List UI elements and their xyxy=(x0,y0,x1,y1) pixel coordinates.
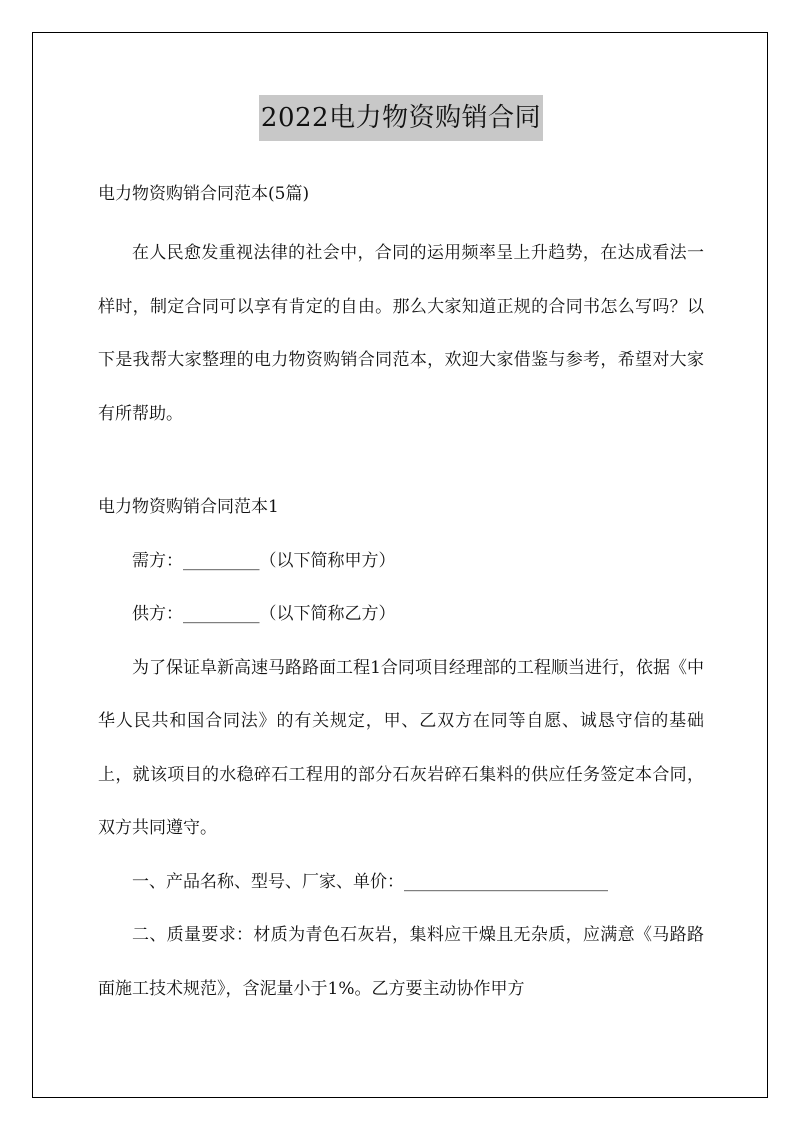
clause-product-info: 一、产品名称、型号、厂家、单价：________________________ xyxy=(132,871,608,892)
purpose-paragraph: 为了保证阜新高速马路路面工程1合同项目经理部的工程顺当进行，依据《中华人民共和国合同法》的有关规定，甲、乙双方在同等自愿、诚恳守信的基础上，就该项目的水稳碎石工程用的部分石灰岩碎石集料的供应任务签定本合同，双方共同遵守。 xyxy=(98,657,704,838)
paragraph-spacer xyxy=(98,441,704,481)
clause-quality-requirements: 二、质量要求：材质为青色石灰岩，集料应干燥且无杂质，应满意《马路路面施工技术规范》，含泥量小于1%。乙方要主动协作甲方 xyxy=(98,925,704,999)
document-title: 2022电力物资购销合同 xyxy=(259,95,543,141)
intro-paragraph: 在人民愈发重视法律的社会中，合同的运用频率呈上升趋势，在达成看法一样时，制定合同可以享有肯定的自由。那么大家知道正规的合同书怎么写吗？以下是我帮大家整理的电力物资购销合同范本，欢迎大家借鉴与参考，希望对大家有所帮助。 xyxy=(98,243,704,424)
section-heading: 电力物资购销合同范本1 xyxy=(98,497,279,517)
document-body xyxy=(98,95,704,1016)
buyer-line: 需方：_________（以下简称甲方） xyxy=(132,550,396,571)
title-container xyxy=(98,95,704,141)
seller-line: 供方：_________（以下简称乙方） xyxy=(132,604,396,624)
document-subtitle: 电力物资购销合同范本(5篇) xyxy=(98,184,310,204)
